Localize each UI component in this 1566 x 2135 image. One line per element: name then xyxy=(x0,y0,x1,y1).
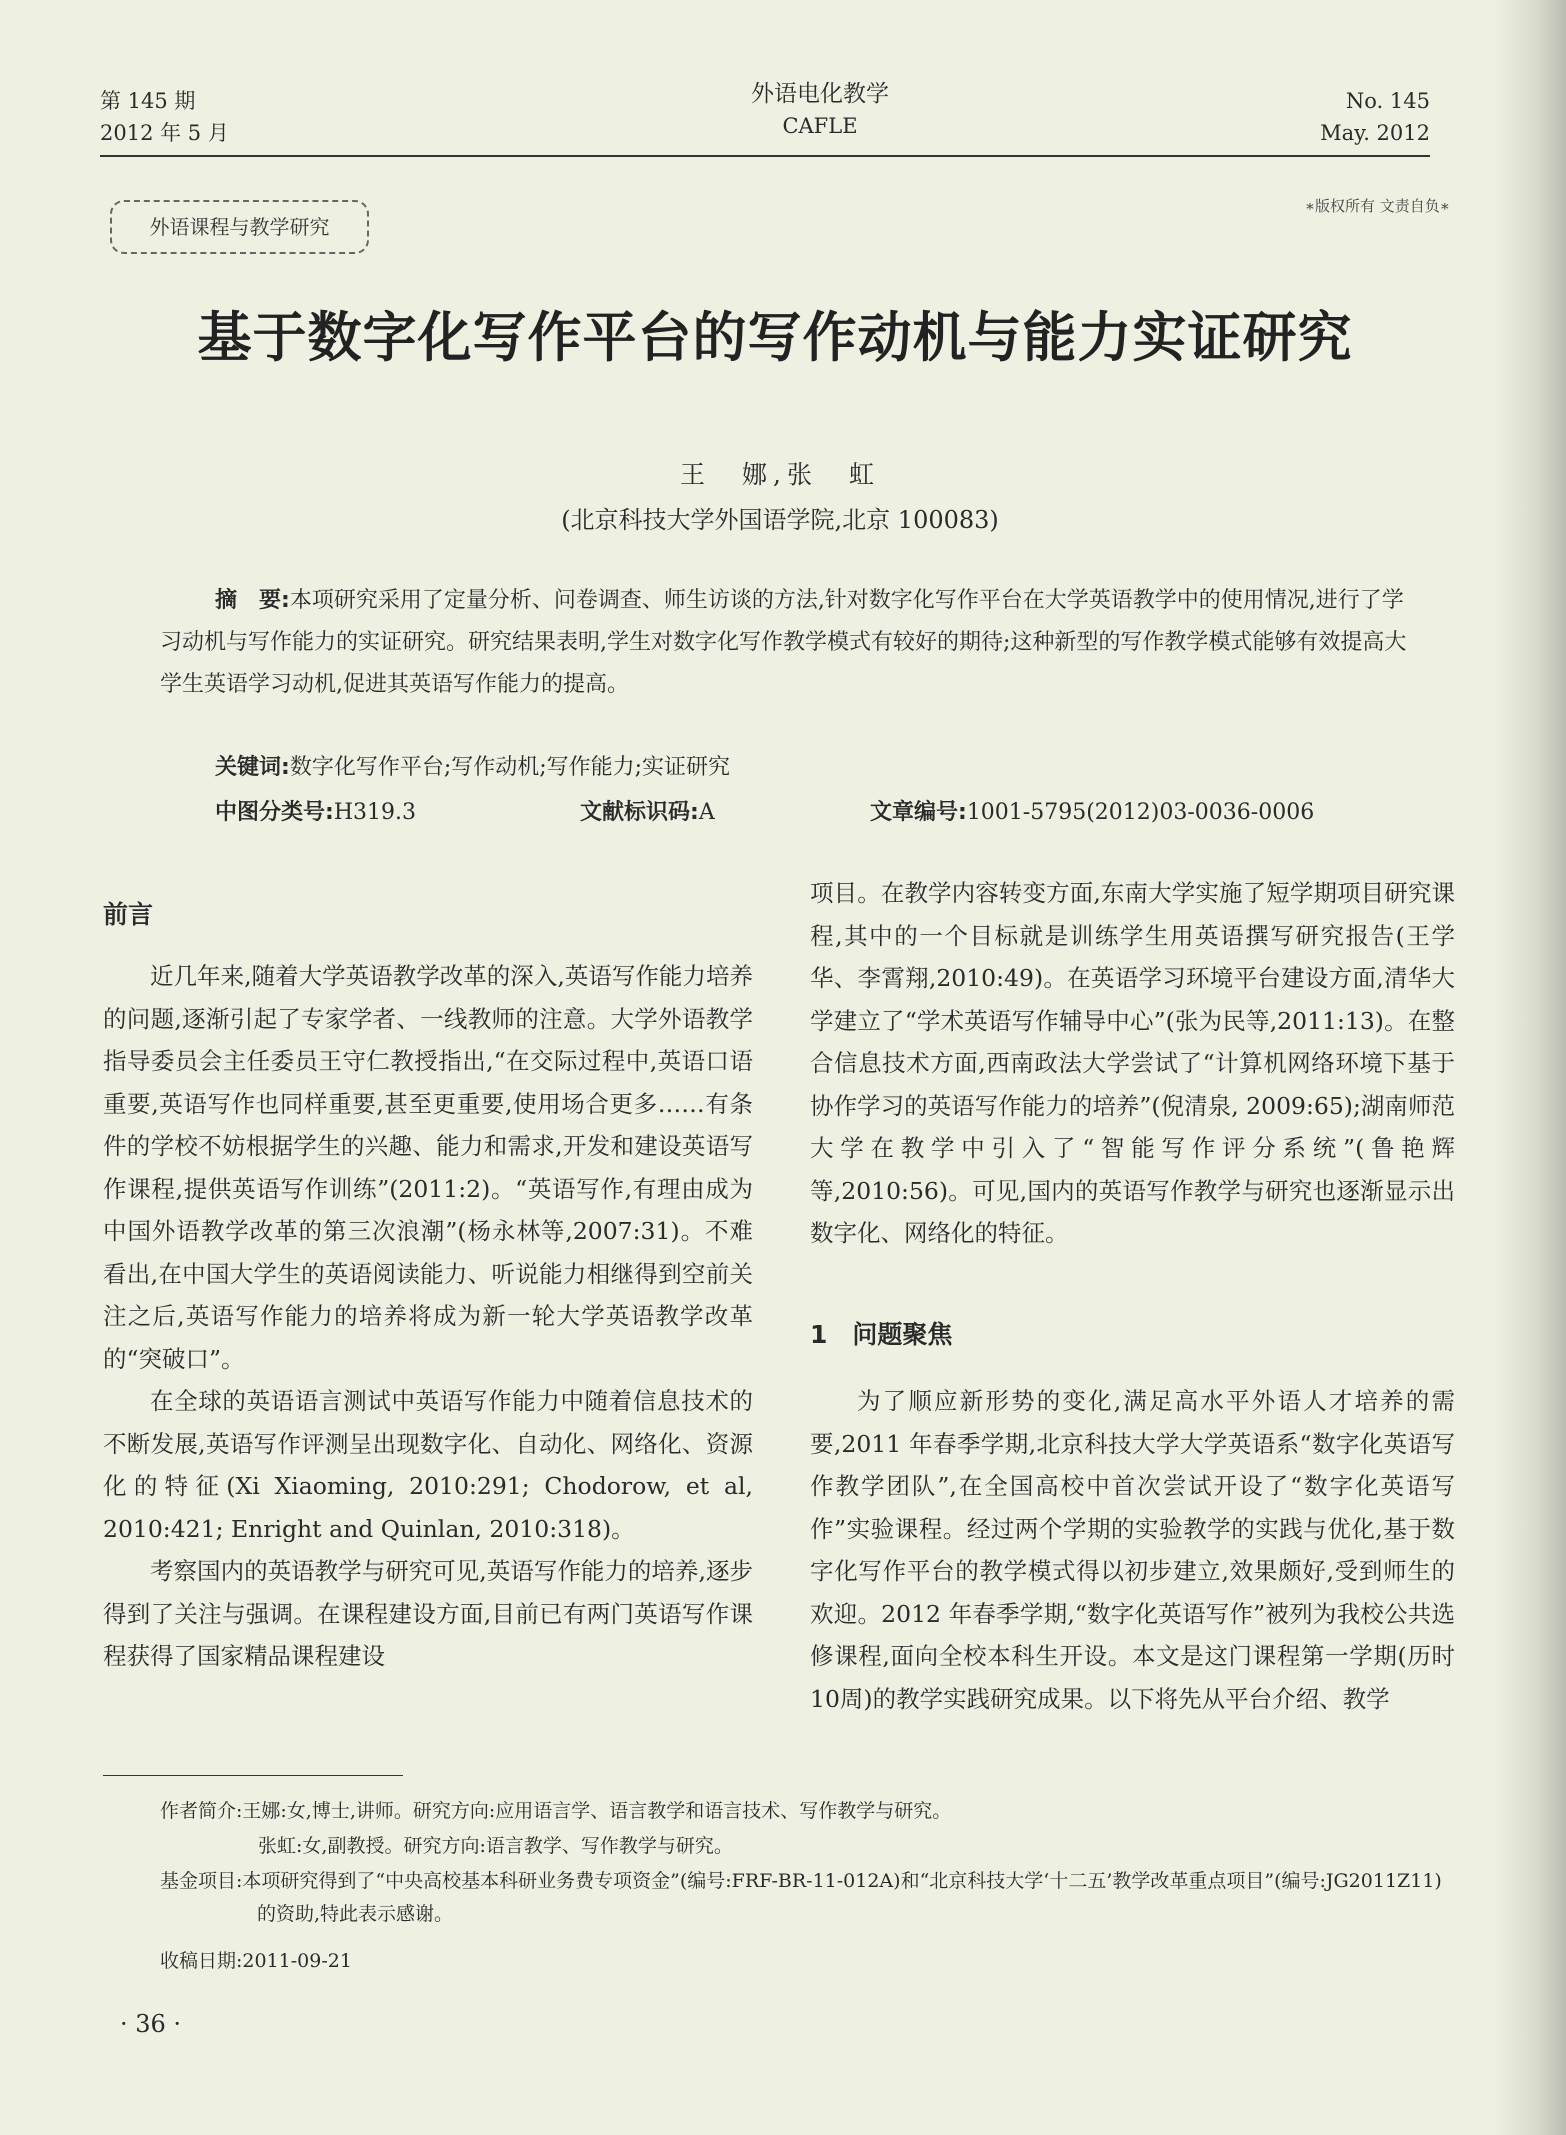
header-left xyxy=(100,85,229,149)
header-center xyxy=(620,78,1020,142)
issue-number-cn: 第 145 期 xyxy=(100,89,196,113)
footnote-author1: 作者简介:王娜:女,博士,讲师。研究方向:应用语言学、语言教学和语言技术、写作教学与研究。 xyxy=(160,1800,952,1822)
doc-code-label: 文献标识码: xyxy=(580,800,699,825)
body-paragraph: 近几年来,随着大学英语教学改革的深入,英语写作能力培养的问题,逐渐引起了专家学者、一线教师的注意。大学外语教学指导委员会主任委员王守仁教授指出,“在交际过程中,英语口语重要,英语写作也同样重要,甚至更重要,使用场合更多……有条件的学校不妨根据学生的兴趣、能力和需求,开发和建设英语写作课程,提供英语写作训练”(2011:2)。“英语写作,有理由成为中国外语教学改革的第三次浪潮”(杨永林等,2007:31)。不难看出,在中国大学生的英语阅读能力、听说能力相继得到空前关注之后,英语写作能力的培养将成为新一轮大学英语教学改革的“突破口”。 xyxy=(103,962,753,1373)
abstract-label: 摘 要: xyxy=(215,588,290,613)
body-column-left xyxy=(103,955,753,1678)
body-paragraph: 考察国内的英语教学与研究可见,英语写作能力的培养,逐步得到了关注与强调。在课程建设方面,目前已有两门英语写作课程获得了国家精品课程建设 xyxy=(103,1557,753,1670)
body-column-right-bottom xyxy=(810,1380,1455,1720)
header-right xyxy=(1230,85,1430,149)
body-paragraph: 在全球的英语语言测试中英语写作能力中随着信息技术的不断发展,英语写作评测呈出现数字化、自动化、网络化、资源化的特征(Xi Xiaoming, 2010:291; Chodorow, et al, 2010:421; Enright and Quinlan, 2010:318)。 xyxy=(103,1387,753,1543)
doc-code-value: A xyxy=(698,800,715,825)
article-number xyxy=(870,795,1314,826)
journal-name-cn: 外语电化教学 xyxy=(751,81,889,107)
journal-name-en: CAFLE xyxy=(782,114,858,138)
section-heading-1: 1 问题聚焦 xyxy=(810,1320,953,1349)
keywords-label: 关键词: xyxy=(215,755,290,780)
abstract xyxy=(160,580,1410,706)
clc-label: 中图分类号: xyxy=(215,800,334,825)
clc-value: H319.3 xyxy=(333,800,416,825)
article-number-label: 文章编号: xyxy=(870,800,967,825)
section-heading-preface: 前言 xyxy=(103,900,154,929)
article-title: 基于数字化写作平台的写作动机与能力实证研究 xyxy=(197,306,1353,369)
copyright-note: ∗版权所有 文责自负∗ xyxy=(1304,197,1450,215)
issue-date-en: May. 2012 xyxy=(1320,121,1430,145)
document-code xyxy=(580,795,715,826)
keywords-text: 数字化写作平台;写作动机;写作能力;实证研究 xyxy=(289,755,731,780)
keywords xyxy=(215,750,730,781)
author-affiliation: (北京科技大学外国语学院,北京 100083) xyxy=(561,506,999,534)
issue-number-en: No. 145 xyxy=(1345,89,1430,113)
column-tag: 外语课程与教学研究 xyxy=(110,200,369,254)
article-number-value: 1001-5795(2012)03-0036-0006 xyxy=(966,800,1315,825)
header-rule xyxy=(100,155,1430,157)
footnote-funding: 基金项目:本项研究得到了“中央高校基本科研业务费专项资金”(编号:FRF-BR-11-012A)和“北京科技大学‘十二五’教学改革重点项目”(编号:JG2011Z11)的资助,特此表示感谢。 xyxy=(160,1870,1442,1925)
footnote-received: 收稿日期:2011-09-21 xyxy=(160,1950,352,1972)
footnote-author2: 张虹:女,副教授。研究方向:语言教学、写作教学与研究。 xyxy=(258,1835,733,1857)
body-paragraph: 项目。在教学内容转变方面,东南大学实施了短学期项目研究课程,其中的一个目标就是训练学生用英语撰写研究报告(王学华、李霄翔,2010:49)。在英语学习环境平台建设方面,清华大学建立了“学术英语写作辅导中心”(张为民等,2011:13)。在整合信息技术方面,西南政法大学尝试了“计算机网络环境下基于协作学习的英语写作能力的培养”(倪清泉, 2009:65);湖南师范大学在教学中引入了“智能写作评分系统”(鲁艳辉等,2010:56)。可见,国内的英语写作教学与研究也逐渐显示出数字化、网络化的特征。 xyxy=(810,879,1455,1247)
footnote-rule xyxy=(103,1775,403,1776)
body-column-right-top xyxy=(810,872,1455,1255)
abstract-text: 本项研究采用了定量分析、问卷调查、师生访谈的方法,针对数字化写作平台在大学英语教学中的使用情况,进行了学习动机与写作能力的实证研究。研究结果表明,学生对数字化写作教学模式有较好的期待;这种新型的写作教学模式能够有效提高大学生英语学习动机,促进其英语写作能力的提高。 xyxy=(160,588,1407,697)
page-edge-shadow xyxy=(1496,0,1566,2135)
issue-date-cn: 2012 年 5 月 xyxy=(100,121,229,145)
article-authors: 王 娜,张 虹 xyxy=(680,460,880,489)
page-number: · 36 · xyxy=(120,2010,182,2038)
body-paragraph: 为了顺应新形势的变化,满足高水平外语人才培养的需要,2011 年春季学期,北京科技大学大学英语系“数字化英语写作教学团队”,在全国高校中首次尝试开设了“数字化英语写作”实验课程。经过两个学期的实验教学的实践与优化,基于数字化写作平台的教学模式得以初步建立,效果颇好,受到师生的欢迎。2012 年春季学期,“数字化英语写作”被列为我校公共选修课程,面向全校本科生开设。本文是这门课程第一学期(历时10周)的教学实践研究成果。以下将先从平台介绍、教学 xyxy=(810,1387,1455,1713)
clc-number xyxy=(215,795,416,826)
